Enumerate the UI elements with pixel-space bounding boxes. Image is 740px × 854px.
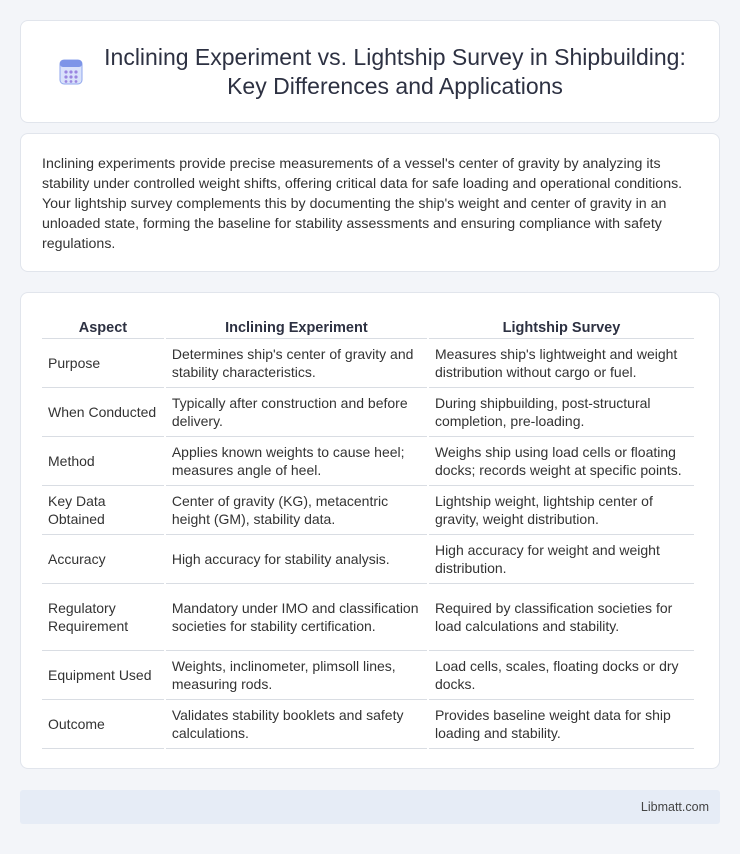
cell-lightship: High accuracy for weight and weight distribution. (429, 535, 694, 584)
cell-inclining: Center of gravity (KG), metacentric height (GM), stability data. (166, 486, 427, 535)
cell-aspect: When Conducted (42, 388, 164, 437)
cell-inclining: Validates stability booklets and safety calculations. (166, 700, 427, 749)
comparison-card (20, 292, 720, 769)
cell-aspect: Accuracy (42, 535, 164, 584)
table-row (42, 388, 694, 437)
cell-inclining: Typically after construction and before delivery. (166, 388, 427, 437)
cell-aspect: Equipment Used (42, 651, 164, 700)
cell-aspect: Purpose (42, 339, 164, 388)
cell-inclining: Mandatory under IMO and classification societies for stability certification. (166, 584, 427, 651)
cell-lightship: Load cells, scales, floating docks or dry docks. (429, 651, 694, 700)
page-title-line2: Key Differences and Applications (227, 72, 563, 99)
cell-inclining: High accuracy for stability analysis. (166, 535, 427, 584)
cell-inclining: Weights, inclinometer, plimsoll lines, measuring rods. (166, 651, 427, 700)
table-header-row (42, 315, 694, 339)
cell-aspect: Method (42, 437, 164, 486)
table-row (42, 651, 694, 700)
cell-lightship: Weighs ship using load cells or floating docks; records weight at specific points. (429, 437, 694, 486)
cell-inclining: Determines ship's center of gravity and stability characteristics. (166, 339, 427, 388)
table-row (42, 486, 694, 535)
cell-aspect: Regulatory Requirement (42, 584, 164, 651)
cell-lightship: During shipbuilding, post-structural completion, pre-loading. (429, 388, 694, 437)
cell-lightship: Required by classification societies for load calculations and stability. (429, 584, 694, 651)
cell-lightship: Lightship weight, lightship center of gravity, weight distribution. (429, 486, 694, 535)
cell-lightship: Measures ship's lightweight and weight distribution without cargo or fuel. (429, 339, 694, 388)
title-card (20, 20, 720, 123)
table-row (42, 339, 694, 388)
comparison-table (40, 315, 696, 749)
calculator-icon (58, 59, 84, 85)
cell-aspect: Key Data Obtained (42, 486, 164, 535)
header-aspect: Aspect (42, 315, 164, 339)
page-title (104, 43, 686, 101)
table-row (42, 535, 694, 584)
intro-text: Inclining experiments provide precise measurements of a vessel's center of gravity by analyzing its stability under controlled weight shifts, offering critical data for safe loading and operational conditions. Your lightship survey complements this by documenting the ship's weight and center of gravity in an unloaded state, forming the baseline for stability assessments and ensuring compliance with safety regulations. (42, 156, 683, 252)
footer (20, 790, 720, 824)
table-row (42, 700, 694, 749)
table-row (42, 584, 694, 651)
cell-aspect: Outcome (42, 700, 164, 749)
cell-lightship: Provides baseline weight data for ship loading and stability. (429, 700, 694, 749)
table-row (42, 437, 694, 486)
header-lightship-survey: Lightship Survey (429, 315, 694, 339)
page-title-line1: Inclining Experiment vs. Lightship Survey in Shipbuilding: (104, 43, 686, 70)
cell-inclining: Applies known weights to cause heel; measures angle of heel. (166, 437, 427, 486)
header-inclining-experiment: Inclining Experiment (166, 315, 427, 339)
intro-card (20, 133, 720, 272)
footer-brand: Libmatt.com (640, 800, 709, 814)
